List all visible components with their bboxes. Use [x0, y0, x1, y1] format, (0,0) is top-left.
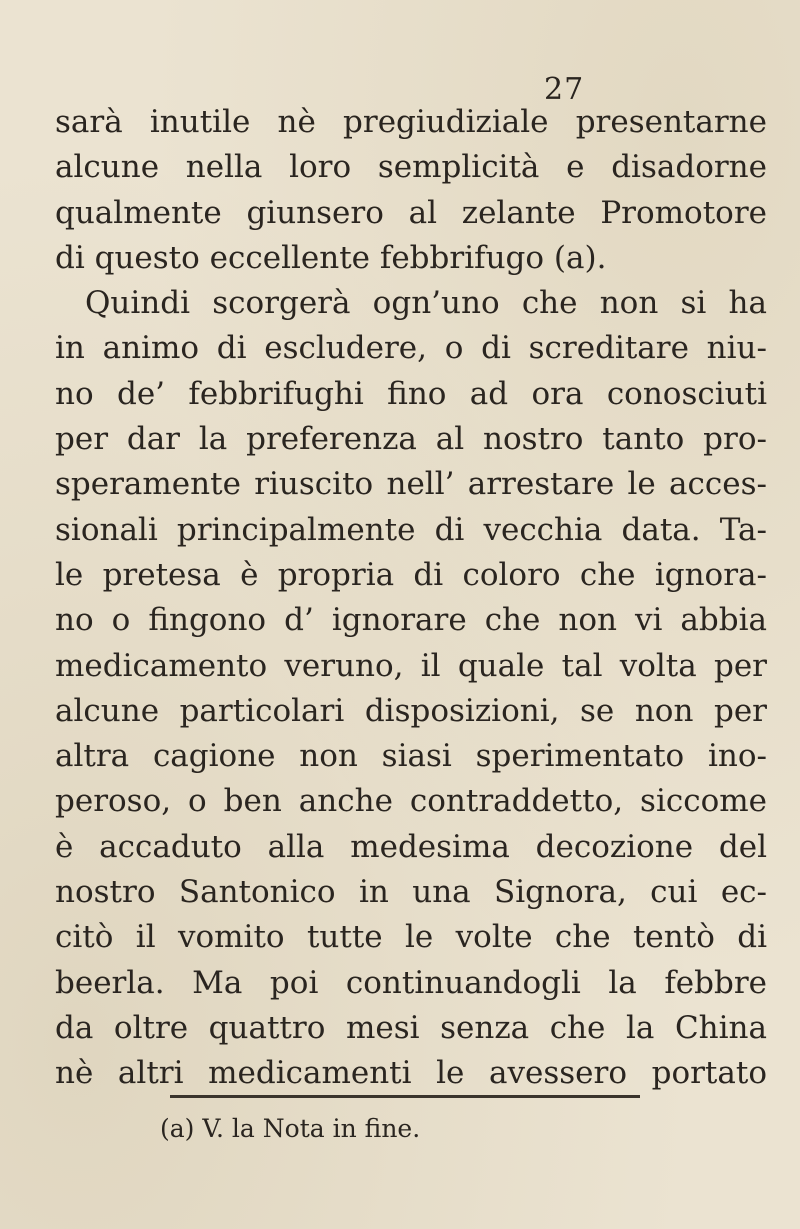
text-line: le pretesa è propria di coloro che ignora- — [55, 556, 767, 593]
text-line: da oltre quattro mesi senza che la China — [55, 1009, 767, 1046]
text-line: sarà inutile nè pregiudiziale presentarne — [55, 104, 767, 140]
text-line: beerla. Ma poi continuandogli la febbre — [55, 964, 767, 1001]
text-line: peroso, o ben anche contraddetto, siccome — [55, 783, 767, 820]
text-line: in animo di escludere, o di screditare niu- — [55, 330, 767, 367]
text-line: alcune nella loro semplicità e disadorne — [55, 149, 767, 186]
text-line: sionali principalmente di vecchia data. Ta- — [55, 511, 767, 548]
text-line: no o fingono d’ ignorare che non vi abbia — [55, 602, 767, 639]
text-line: Quindi scorgerà ogn’uno che non si ha — [85, 285, 767, 322]
text-line: nostro Santonico in una Signora, cui ec- — [55, 874, 767, 911]
body-text — [55, 100, 767, 1097]
text-line: no de’ febbrifughi fino ad ora conosciuti — [55, 375, 767, 412]
text-line: altra cagione non siasi sperimentato ino- — [55, 738, 767, 775]
text-line: citò il vomito tutte le volte che tentò di — [55, 919, 767, 956]
text-line: di questo eccellente febbrifugo (a). — [55, 239, 607, 276]
text-line: nè altri medicamenti le avessero portato — [55, 1055, 767, 1092]
footnote-rule — [170, 1095, 640, 1098]
text-line: speramente riuscito nell’ arrestare le acces- — [55, 466, 767, 503]
text-line: qualmente giunsero al zelante Promotore — [55, 194, 767, 231]
footnote: (a) V. la Nota in fine. — [160, 1114, 421, 1143]
page-number: 27 — [544, 72, 585, 107]
text-line: è accaduto alla medesima decozione del — [55, 828, 767, 865]
text-line: alcune particolari disposizioni, se non per — [55, 692, 767, 729]
text-line: medicamento veruno, il quale tal volta per — [55, 647, 767, 684]
text-line: per dar la preferenza al nostro tanto pro- — [55, 421, 767, 458]
